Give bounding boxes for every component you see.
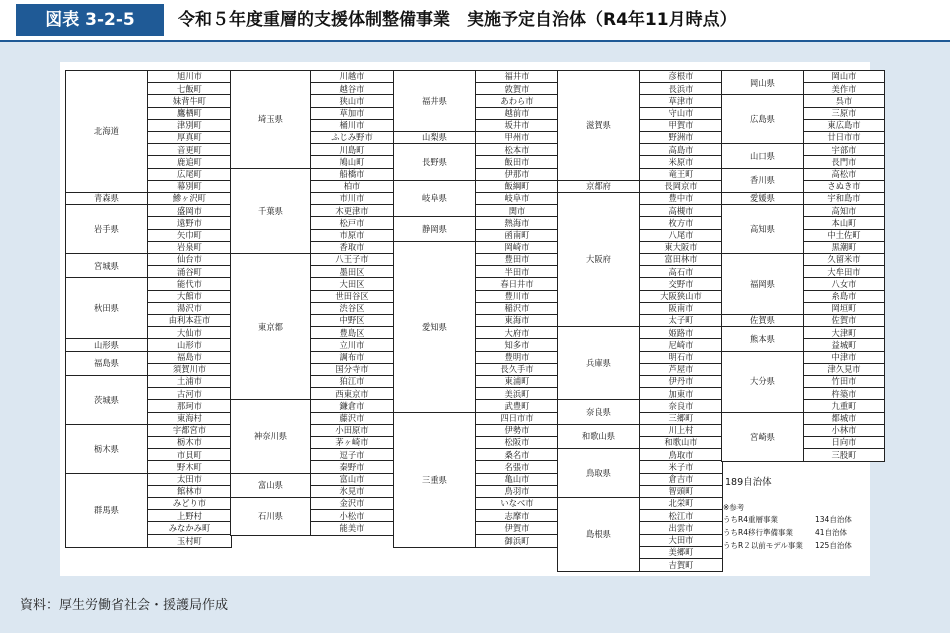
prefecture-name: 埼玉県 (231, 71, 311, 169)
reference-value: 41自治体 (815, 528, 848, 537)
municipality-cell: 渋谷区 (311, 303, 393, 315)
prefecture-name: 北海道 (66, 71, 148, 193)
municipality-cell: 東広島市 (804, 120, 884, 132)
municipality-cell: 土浦市 (148, 376, 231, 388)
municipality-cell: 日向市 (804, 437, 884, 449)
municipality-cell: 阪南市 (640, 303, 722, 315)
municipality-cell: 中野区 (311, 315, 393, 327)
municipality-cell: 呉市 (804, 95, 884, 107)
municipality-cell: 世田谷区 (311, 291, 393, 303)
municipality-table-panel (60, 62, 870, 576)
municipality-cell: 野洲市 (640, 132, 722, 144)
municipality-cell: 国分寺市 (311, 364, 393, 376)
prefecture-table-column (230, 70, 394, 536)
municipality-cell: 竹田市 (804, 376, 884, 388)
prefecture-name: 岩手県 (66, 205, 148, 254)
prefecture-name: 栃木県 (66, 425, 148, 474)
municipality-cell: 能代市 (148, 278, 231, 290)
municipality-cell: 狭山市 (311, 95, 393, 107)
municipality-cell: 涌谷町 (148, 266, 231, 278)
prefecture-name: 岐阜県 (394, 181, 476, 218)
municipality-cell: 東大阪市 (640, 242, 722, 254)
municipality-cell: 岩泉町 (148, 242, 231, 254)
prefecture-name: 京都府 (558, 181, 640, 193)
municipality-cell: 市川市 (311, 193, 393, 205)
prefecture-name: 大阪府 (558, 193, 640, 327)
municipality-cell: 八王子市 (311, 254, 393, 266)
municipality-cell: 竜王町 (640, 169, 722, 181)
municipality-cell: 出雲市 (640, 522, 722, 534)
municipality-cell: 加東市 (640, 388, 722, 400)
municipality-cell: 長門市 (804, 156, 884, 168)
municipality-cell: 御浜町 (504, 535, 530, 546)
municipality-cell: 福島市 (148, 352, 231, 364)
municipality-cell: 大田市 (640, 535, 722, 547)
prefecture-name: 香川県 (722, 169, 804, 193)
municipality-cell: 長岡京市 (640, 181, 722, 193)
municipality-cell: 秦野市 (311, 461, 393, 473)
municipality-cell: 鹿追町 (148, 156, 231, 168)
municipality-cell: 幕別町 (148, 181, 231, 193)
municipality-cell: みどり市 (148, 498, 231, 510)
municipality-cell: 小田原市 (311, 425, 393, 437)
municipality-cell: 松江市 (640, 510, 722, 522)
municipality-cell: 川島町 (311, 144, 393, 156)
municipality-cell: 立川市 (311, 339, 393, 351)
municipality-cell: 調布市 (311, 352, 393, 364)
municipality-cell: 東海市 (476, 315, 558, 327)
municipality-cell: 広尾町 (148, 169, 231, 181)
municipality-cell: 三郷町 (640, 413, 722, 425)
municipality-cell: 由利本荘市 (148, 315, 231, 327)
municipality-cell: 糸島市 (804, 291, 884, 303)
municipality-cell: 長久手市 (476, 364, 558, 376)
municipality-cell: 半田市 (476, 266, 558, 278)
municipality-cell: 八女市 (804, 278, 884, 290)
prefecture-table-column (557, 70, 723, 572)
prefecture-name: 富山県 (231, 474, 311, 498)
municipality-cell: 中土佐町 (804, 230, 884, 242)
municipality-cell: 鳥羽市 (476, 486, 558, 498)
municipality-cell: 豊川市 (476, 291, 558, 303)
municipality-cell: 飯田市 (476, 156, 558, 168)
municipality-cell: ふじみ野市 (311, 132, 393, 144)
municipality-cell: 大館市 (148, 291, 231, 303)
prefecture-name: 茨城県 (66, 376, 148, 425)
prefecture-name: 宮城県 (66, 254, 148, 278)
municipality-cell: 高石市 (640, 266, 722, 278)
municipality-cell: 伊勢市 (476, 425, 558, 437)
municipality-cell: 名張市 (476, 461, 558, 473)
municipality-cell: 美浜町 (476, 388, 558, 400)
municipality-cell: 鳥取市 (640, 449, 722, 461)
municipality-cell: 長浜市 (640, 83, 722, 95)
municipality-cell: 岡垣町 (804, 303, 884, 315)
prefecture-table-column (65, 70, 232, 548)
municipality-cell: 逗子市 (311, 449, 393, 461)
municipality-cell: 太子町 (640, 315, 722, 327)
municipality-cell: 川越市 (311, 71, 393, 83)
municipality-cell: 吉賀町 (668, 559, 694, 570)
prefecture-name: 山形県 (66, 339, 148, 351)
municipality-cell: 墨田区 (311, 266, 393, 278)
municipality-cell: 四日市市 (476, 413, 558, 425)
municipality-cell: 越前市 (476, 108, 558, 120)
municipality-cell: 大津町 (804, 327, 884, 339)
prefecture-name: 千葉県 (231, 169, 311, 254)
municipality-cell: 盛岡市 (148, 205, 231, 217)
municipality-cell: 知多市 (476, 339, 558, 351)
municipality-cell: 彦根市 (640, 71, 722, 83)
municipality-cell: 館林市 (148, 486, 231, 498)
municipality-cell: 太田市 (148, 474, 231, 486)
municipality-cell: 坂井市 (476, 120, 558, 132)
municipality-cell: 豊田市 (476, 254, 558, 266)
figure-label: 図表 3-2-5 (16, 4, 164, 36)
municipality-cell: さぬき市 (804, 181, 884, 193)
municipality-cell: 芦屋市 (640, 364, 722, 376)
prefecture-name: 静岡県 (394, 217, 476, 241)
municipality-cell: いなべ市 (476, 498, 558, 510)
municipality-cell: あわら市 (476, 95, 558, 107)
prefecture-name: 三重県 (394, 413, 476, 547)
municipality-cell: 藤沢市 (311, 413, 393, 425)
municipality-cell: 津別町 (148, 120, 231, 132)
reference-value: 125自治体 (815, 541, 852, 550)
municipality-cell: 七飯町 (148, 83, 231, 95)
prefecture-name: 愛知県 (394, 242, 476, 413)
municipality-cell: 鎌倉市 (311, 400, 393, 412)
municipality-cell: 栃木市 (148, 437, 231, 449)
prefecture-name: 東京都 (231, 254, 311, 400)
municipality-cell: 越谷市 (311, 83, 393, 95)
municipality-cell: 武豊町 (476, 400, 558, 412)
municipality-cell: 富田林市 (640, 254, 722, 266)
municipality-cell: 姫路市 (640, 327, 722, 339)
municipality-cell: 桑名市 (476, 449, 558, 461)
municipality-cell: 宇和島市 (804, 193, 884, 205)
municipality-cell: 遠野市 (148, 217, 231, 229)
municipality-cell: 宇都宮市 (148, 425, 231, 437)
municipality-cell: 岡崎市 (476, 242, 558, 254)
prefecture-name: 福島県 (66, 352, 148, 376)
prefecture-name: 山梨県 (394, 132, 476, 144)
municipality-cell: 中津市 (804, 352, 884, 364)
municipality-cell: 桶川市 (311, 120, 393, 132)
municipality-cell: 高松市 (804, 169, 884, 181)
municipality-cell: 茅ヶ崎市 (311, 437, 393, 449)
figure-header (0, 0, 950, 42)
municipality-cell: 八尾市 (640, 230, 722, 242)
municipality-cell: 須賀川市 (148, 364, 231, 376)
municipality-cell: 益城町 (804, 339, 884, 351)
source-note: 資料：厚生労働省社会・援護局作成 (20, 598, 229, 613)
prefecture-name: 秋田県 (66, 278, 148, 339)
municipality-cell: 山形市 (148, 339, 231, 351)
municipality-cell: 久留米市 (804, 254, 884, 266)
municipality-cell: 本山町 (804, 217, 884, 229)
municipality-cell: 松阪市 (476, 437, 558, 449)
municipality-cell: 上野村 (148, 510, 231, 522)
reference-label: うちR２以前モデル事業 (723, 541, 803, 550)
municipality-cell: 伊那市 (476, 169, 558, 181)
municipality-cell: 米子市 (640, 461, 722, 473)
prefecture-name: 神奈川県 (231, 400, 311, 473)
municipality-cell: 高槻市 (640, 205, 722, 217)
prefecture-name: 福井県 (394, 71, 476, 132)
municipality-cell: 鳩山町 (311, 156, 393, 168)
municipality-cell: 交野市 (640, 278, 722, 290)
municipality-cell: 岡山市 (804, 71, 884, 83)
municipality-cell: 宇部市 (804, 144, 884, 156)
municipality-cell: 古河市 (148, 388, 231, 400)
municipality-cell: 和歌山市 (640, 437, 722, 449)
municipality-cell: 柏市 (311, 181, 393, 193)
municipality-cell: 川上村 (640, 425, 722, 437)
municipality-cell: 矢巾町 (148, 230, 231, 242)
municipality-cell: 鯵ヶ沢町 (148, 193, 231, 205)
prefecture-name: 島根県 (558, 498, 640, 571)
municipality-cell: 伊賀市 (476, 522, 558, 534)
municipality-cell: 岐阜市 (476, 193, 558, 205)
municipality-cell: 美郷町 (640, 547, 722, 559)
prefecture-name: 和歌山県 (558, 425, 640, 449)
reference-label: うちR4移行準備事業 (723, 528, 793, 537)
municipality-cell: 大阪狭山市 (640, 291, 722, 303)
municipality-cell: 春日井市 (476, 278, 558, 290)
prefecture-name: 滋賀県 (558, 71, 640, 181)
municipality-cell: 九重町 (804, 400, 884, 412)
municipality-cell: 草津市 (640, 95, 722, 107)
prefecture-name: 岡山県 (722, 71, 804, 95)
municipality-cell: 玉村町 (177, 535, 202, 546)
municipality-cell: 東浦町 (476, 376, 558, 388)
municipality-cell: 豊島区 (311, 327, 393, 339)
municipality-cell: 大牟田市 (804, 266, 884, 278)
municipality-cell: 智頭町 (640, 486, 722, 498)
prefecture-name: 宮崎県 (722, 413, 804, 462)
municipality-cell: 甲州市 (476, 132, 558, 144)
municipality-cell: 小松市 (311, 510, 393, 522)
prefecture-name: 山口県 (722, 144, 804, 168)
municipality-cell: 小林市 (804, 425, 884, 437)
municipality-cell: 豊明市 (476, 352, 558, 364)
municipality-cell: 富山市 (311, 474, 393, 486)
municipality-cell: 旭川市 (148, 71, 231, 83)
prefecture-name: 熊本県 (722, 327, 804, 351)
municipality-cell: 市貝町 (148, 449, 231, 461)
municipality-cell: 氷見市 (311, 486, 393, 498)
municipality-cell: 狛江市 (311, 376, 393, 388)
municipality-cell: 米原市 (640, 156, 722, 168)
municipality-cell: 奈良市 (640, 400, 722, 412)
municipality-cell: 西東京市 (311, 388, 393, 400)
municipality-cell: 金沢市 (311, 498, 393, 510)
prefecture-name: 佐賀県 (722, 315, 804, 327)
municipality-cell: 妹背牛町 (148, 95, 231, 107)
municipality-cell: 高知市 (804, 205, 884, 217)
municipality-cell: 尼崎市 (640, 339, 722, 351)
prefecture-name: 群馬県 (66, 474, 148, 547)
municipality-cell: 湯沢市 (148, 303, 231, 315)
municipality-cell: 高島市 (640, 144, 722, 156)
municipality-cell: 美作市 (804, 83, 884, 95)
figure-title: 令和５年度重層的支援体制整備事業 実施予定自治体（R4年11月時点） (178, 10, 737, 30)
municipality-cell: 北栄町 (640, 498, 722, 510)
prefecture-name: 奈良県 (558, 400, 640, 424)
municipality-cell: 稲沢市 (476, 303, 558, 315)
municipality-cell: 松本市 (476, 144, 558, 156)
municipality-cell: 津久見市 (804, 364, 884, 376)
prefecture-name: 大分県 (722, 352, 804, 413)
municipality-cell: 大田区 (311, 278, 393, 290)
prefecture-name: 石川県 (231, 498, 311, 535)
municipality-cell: 大府市 (476, 327, 558, 339)
prefecture-name: 長野県 (394, 144, 476, 181)
municipality-cell: 音更町 (148, 144, 231, 156)
prefecture-name: 高知県 (722, 205, 804, 254)
reference-heading: ※参考 (723, 503, 745, 512)
municipality-cell: 野木町 (148, 461, 231, 473)
municipality-cell: 草加市 (311, 108, 393, 120)
municipality-cell: 仙台市 (148, 254, 231, 266)
municipality-cell: 敦賀市 (476, 83, 558, 95)
municipality-cell: 那珂市 (148, 400, 231, 412)
municipality-cell: 鷹栖町 (148, 108, 231, 120)
municipality-cell: 守山市 (640, 108, 722, 120)
municipality-cell: 大仙市 (148, 327, 231, 339)
municipality-cell: 枚方市 (640, 217, 722, 229)
prefecture-name: 福岡県 (722, 254, 804, 315)
municipality-cell: 熱海市 (476, 217, 558, 229)
municipality-cell: 飯綱町 (476, 181, 558, 193)
municipality-cell: 松戸市 (311, 217, 393, 229)
municipality-cell: 豊中市 (640, 193, 722, 205)
municipality-cell: 亀山市 (476, 474, 558, 486)
prefecture-name: 鳥取県 (558, 449, 640, 498)
municipality-cell: 杵築市 (804, 388, 884, 400)
municipality-cell: 厚真町 (148, 132, 231, 144)
municipality-cell: 甲賀市 (640, 120, 722, 132)
municipality-cell: 木更津市 (311, 205, 393, 217)
municipality-cell: みなかみ町 (148, 522, 231, 534)
municipality-cell: 志摩市 (476, 510, 558, 522)
municipality-cell: 函南町 (476, 230, 558, 242)
municipality-cell: 船橋市 (311, 169, 393, 181)
prefecture-name: 青森県 (66, 193, 148, 205)
municipality-cell: 香取市 (311, 242, 393, 254)
municipality-cell: 三股町 (831, 450, 857, 461)
reference-value: 134自治体 (815, 515, 852, 524)
municipality-cell: 福井市 (476, 71, 558, 83)
reference-label: うちR4重層事業 (723, 515, 778, 524)
total-count: 189自治体 (725, 477, 772, 488)
municipality-cell: 倉吉市 (640, 474, 722, 486)
municipality-cell: 佐賀市 (804, 315, 884, 327)
municipality-cell: 黒潮町 (804, 242, 884, 254)
prefecture-name: 兵庫県 (558, 327, 640, 400)
municipality-cell: 能美市 (339, 523, 365, 534)
municipality-cell: 三原市 (804, 108, 884, 120)
prefecture-name: 愛媛県 (722, 193, 804, 205)
municipality-cell: 伊丹市 (640, 376, 722, 388)
municipality-cell: 市原市 (311, 230, 393, 242)
municipality-cell: 都城市 (804, 413, 884, 425)
prefecture-name: 広島県 (722, 95, 804, 144)
municipality-cell: 廿日市市 (804, 132, 884, 144)
prefecture-table-column (393, 70, 559, 548)
municipality-cell: 東海村 (148, 413, 231, 425)
prefecture-table-column (721, 70, 885, 462)
municipality-cell: 明石市 (640, 352, 722, 364)
municipality-cell: 関市 (476, 205, 558, 217)
